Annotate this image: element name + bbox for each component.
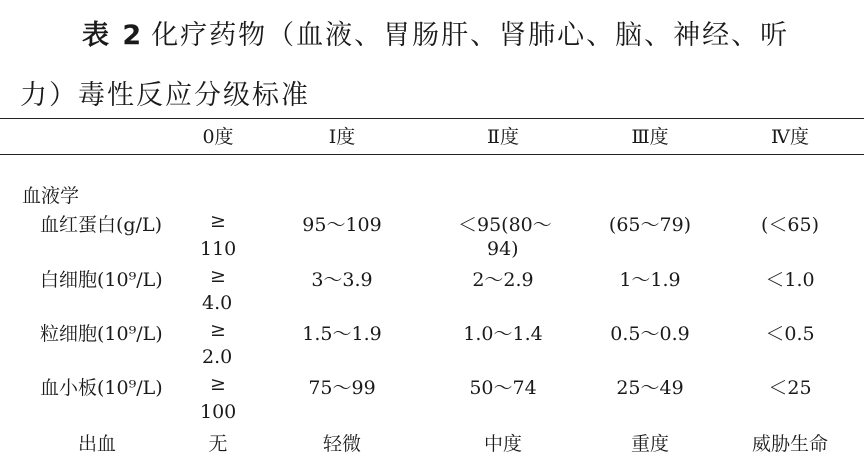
row-granulocytes-grade-0-symbol: ≥ (210, 319, 226, 341)
row-item-hemoglobin: 血红蛋白(g/L) (40, 214, 163, 236)
row-granulocytes-grade-0-value: 2.0 (202, 346, 233, 368)
table-top-rule (0, 118, 864, 119)
row-hemoglobin-grade-4: (＜65) (760, 214, 819, 236)
section-hematology: 血液学 (22, 185, 80, 207)
row-hemoglobin-grade-0-symbol: ≥ (210, 210, 226, 232)
row-hemoglobin-grade-1: 95～109 (302, 214, 382, 236)
row-platelets-grade-0-symbol: ≥ (210, 373, 226, 395)
row-hemoglobin-grade-3: (65～79) (608, 214, 692, 236)
header-grade-3: Ⅲ度 (631, 126, 669, 148)
table-number-label: 表 2 (82, 20, 144, 51)
table-title (20, 6, 860, 126)
row-granulocytes-grade-2: 1.0～1.4 (463, 323, 543, 345)
row-bleeding-grade-2: 中度 (483, 433, 522, 455)
row-hemoglobin-grade-0-value: 110 (200, 238, 237, 260)
header-grade-0: 0度 (202, 126, 234, 148)
row-item-bleeding: 出血 (78, 433, 117, 455)
row-leukocytes-grade-1: 3～3.9 (311, 269, 373, 291)
row-granulocytes-grade-3: 0.5～0.9 (610, 323, 690, 345)
row-bleeding-grade-3: 重度 (630, 433, 669, 455)
row-hemoglobin-grade-2-line-2: 94) (487, 238, 519, 260)
row-granulocytes-grade-1: 1.5～1.9 (302, 323, 382, 345)
row-platelets-grade-1: 75～99 (308, 377, 376, 399)
title-text-line-2: 力）毒性反应分级标准 (20, 80, 310, 111)
title-text-line-1: 化疗药物（血液、胃肠肝、肾肺心、脑、神经、听 (151, 20, 790, 51)
row-bleeding-grade-4: 威胁生命 (751, 433, 828, 455)
row-platelets-grade-0-value: 100 (200, 401, 237, 423)
row-hemoglobin-grade-2-line-1: ＜95(80～ (458, 214, 552, 236)
header-grade-4: Ⅳ度 (771, 126, 809, 148)
row-granulocytes-grade-4: ＜0.5 (765, 323, 815, 345)
row-item-leukocytes: 白细胞(10⁹/L) (40, 269, 163, 291)
row-leukocytes-grade-3: 1～1.9 (619, 269, 681, 291)
row-bleeding-grade-0: 无 (208, 433, 228, 455)
header-grade-2: Ⅱ度 (487, 126, 519, 148)
row-leukocytes-grade-2: 2～2.9 (472, 269, 534, 291)
row-bleeding-grade-1: 轻微 (322, 433, 361, 455)
row-item-granulocytes: 粒细胞(10⁹/L) (40, 323, 163, 345)
header-grade-1: Ⅰ度 (328, 126, 356, 148)
row-leukocytes-grade-0-symbol: ≥ (210, 265, 226, 287)
row-leukocytes-grade-4: ＜1.0 (765, 269, 815, 291)
row-item-platelets: 血小板(10⁹/L) (40, 377, 163, 399)
table-header-rule (0, 154, 864, 155)
row-leukocytes-grade-0-value: 4.0 (202, 292, 233, 314)
row-platelets-grade-4: ＜25 (768, 377, 812, 399)
row-platelets-grade-2: 50～74 (469, 377, 537, 399)
title-line-1 (20, 6, 860, 66)
row-platelets-grade-3: 25～49 (616, 377, 684, 399)
